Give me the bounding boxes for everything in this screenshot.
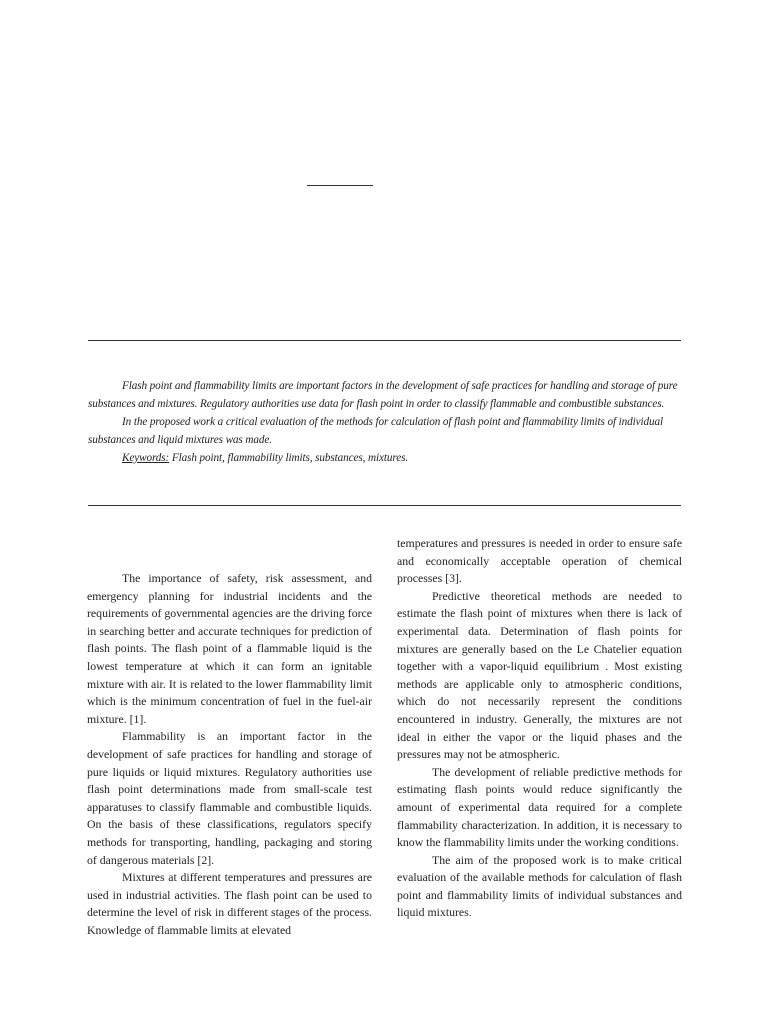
keywords-text: Flash point, flammability limits, substances, mixtures. [169, 452, 409, 464]
body-paragraph: The development of reliable predictive methods for estimating flash points would reduce significantly the amount of experimental data required for a complete flammability characterization. In addition, it is necessary to know the flammability limits under the working conditions. [397, 764, 682, 850]
short-divider [307, 185, 373, 186]
body-paragraph: Predictive theoretical methods are needed to estimate the flash point of mixtures when there is lack of experimental data. Determination of flash points for mixtures are generally based on the Le Chatelier equation together with a vapor-liquid equilibrium . Most existing methods are applicable only to atmospheric conditions, which do not necessarily represent the conditions encountered in industry. Generally, the mixtures are not ideal in either the vapor or the liquid phases and the pressures may not be atmospheric. [397, 588, 682, 762]
body-paragraph: The importance of safety, risk assessment, and emergency planning for industrial incidents and the requirements of governmental agencies are the driving force in searching better and accurate techniques for prediction of flash points. The flash point of a flammable liquid is the lowest temperature at which it can form an ignitable mixture with air. It is related to the lower flammability limit which is the minimum concentration of fuel in the fuel-air mixture. [1]. [87, 571, 372, 726]
body-paragraph: The aim of the proposed work is to make critical evaluation of the available methods for calculation of flash point and flammability limits of individual substances and liquid mixtures. [397, 852, 682, 920]
body-paragraph: Flammability is an important factor in the development of safe practices for handling and storage of pure liquids or liquid mixtures. Regulatory authorities use flash point determinations made from small-scale test apparatuses to classify flammable and combustible liquids. On the basis of these classifications, regulators specify methods for transporting, handling, packaging and storing of dangerous materials [2]. [87, 729, 372, 867]
keywords-label: Keywords: [122, 452, 170, 464]
abstract [88, 377, 681, 467]
abstract-paragraph-2: In the proposed work a critical evaluation of the methods for calculation of flash point and flammability limits of individual substances and liquid mixtures was made. [88, 416, 664, 446]
right-column [397, 535, 682, 922]
left-column [87, 570, 372, 939]
abstract-paragraph-1: Flash point and flammability limits are important factors in the development of safe practices for handling and storage of pure substances and mixtures. Regulatory authorities use data for flash point in order to classify flammable and combustible substances. [88, 380, 678, 410]
body-paragraph-continued: temperatures and pressures is needed in order to ensure safe and economically acceptable operation of chemical processes [3]. [397, 536, 682, 586]
body-paragraph: Mixtures at different temperatures and pressures are used in industrial activities. The flash point can be used to determine the level of risk in different stages of the process. Knowledge of flammable limits at elevated [87, 870, 372, 937]
keywords-line [88, 449, 681, 467]
abstract-top-rule [88, 340, 681, 341]
abstract-bottom-rule [88, 505, 681, 506]
